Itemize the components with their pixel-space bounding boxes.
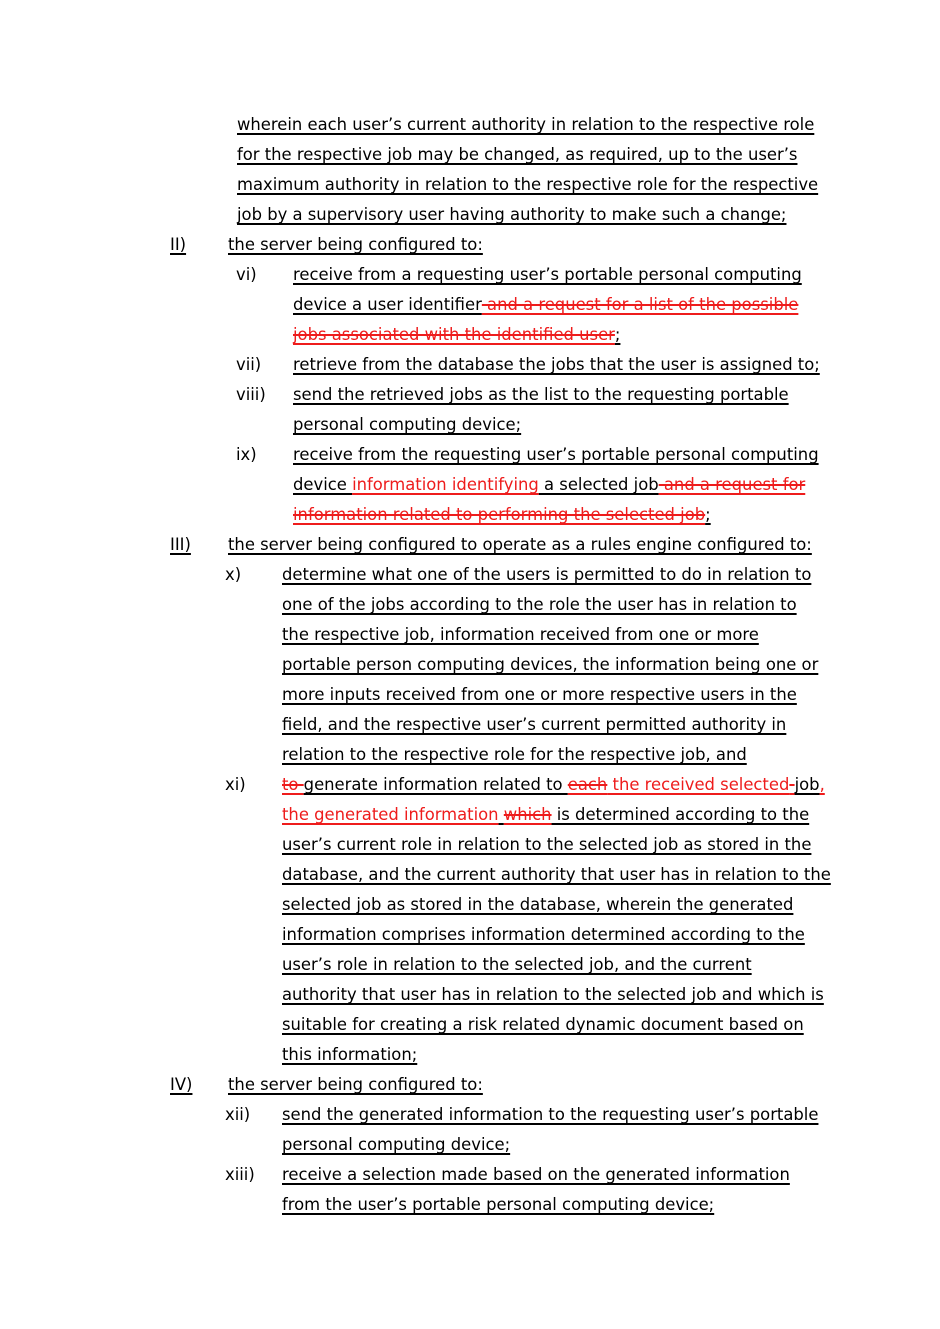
- text-run: a selected job: [538, 475, 659, 494]
- item-line: [282, 804, 809, 828]
- inserted-text: information identifying: [352, 475, 539, 494]
- section-heading: the server being configured to:: [228, 1075, 483, 1094]
- item-number: xii): [225, 1105, 251, 1124]
- section-heading: the server being configured to:: [228, 235, 483, 254]
- para-line: maximum authority in relation to the respective role for the respective: [237, 175, 819, 194]
- item-line: [293, 474, 805, 498]
- inserted-text: the generated information: [282, 805, 499, 824]
- item-number: x): [225, 565, 242, 584]
- item-line: receive from a requesting user’s portable personal computing: [293, 265, 802, 284]
- section-number: IV): [170, 1075, 193, 1094]
- item-line: send the retrieved jobs as the list to the requesting portable: [293, 385, 789, 404]
- item-line: [293, 504, 711, 528]
- item-line: determine what one of the users is permitted to do in relation to: [282, 565, 812, 584]
- item-line: [293, 324, 620, 348]
- deleted-text: jobs associated with the identified user: [293, 325, 615, 344]
- item-line: authority that user has in relation to the selected job and which is: [282, 985, 824, 1004]
- item-number: viii): [236, 385, 266, 404]
- item-line: user’s current role in relation to the selected job as stored in the: [282, 835, 812, 854]
- deleted-text: and a request for: [658, 475, 806, 494]
- deleted-text: each: [567, 775, 608, 794]
- item-number: vi): [236, 265, 257, 284]
- text-run: job: [794, 775, 820, 794]
- item-line: information comprises information determined according to the: [282, 925, 805, 944]
- section-heading: the server being configured to operate as a rules engine configured to:: [228, 535, 812, 554]
- item-line: suitable for creating a risk related dynamic document based on: [282, 1015, 804, 1034]
- deleted-text: information related to performing the selected job: [293, 505, 706, 524]
- text-run: ;: [705, 505, 711, 524]
- item-line: [282, 774, 825, 798]
- inserted-text: the received selected: [607, 775, 790, 794]
- item-line: personal computing device;: [282, 1135, 511, 1154]
- text-run: device: [293, 475, 353, 494]
- item-line: receive from the requesting user’s portable personal computing: [293, 445, 819, 464]
- item-line: portable person computing devices, the information being one or: [282, 655, 819, 674]
- item-line: retrieve from the database the jobs that the user is assigned to;: [293, 355, 820, 374]
- text-run: device a user identifier: [293, 295, 482, 314]
- item-number: xi): [225, 775, 246, 794]
- inserted-text: ,: [819, 775, 825, 794]
- para-line: wherein each user’s current authority in relation to the respective role: [237, 115, 815, 134]
- item-number: xiii): [225, 1165, 255, 1184]
- item-line: receive a selection made based on the generated information: [282, 1165, 790, 1184]
- deleted-text: and a request for a list of the possible: [481, 295, 799, 314]
- item-line: the respective job, information received from one or more: [282, 625, 759, 644]
- item-line: user’s role in relation to the selected job, and the current: [282, 955, 752, 974]
- section-number: III): [170, 535, 191, 554]
- item-number: ix): [236, 445, 257, 464]
- para-line: for the respective job may be changed, as required, up to the user’s: [237, 145, 798, 164]
- item-line: field, and the respective user’s current permitted authority in: [282, 715, 787, 734]
- text-run: generate information related to: [303, 775, 568, 794]
- text-run: is determined according to the: [551, 805, 810, 824]
- item-line: [293, 294, 798, 318]
- section-number: II): [170, 235, 187, 254]
- item-line: one of the jobs according to the role the user has in relation to: [282, 595, 797, 614]
- item-number: vii): [236, 355, 262, 374]
- para-line: job by a supervisory user having authority to make such a change;: [237, 205, 787, 224]
- deleted-text: to: [282, 775, 304, 794]
- item-line: this information;: [282, 1045, 418, 1064]
- item-line: from the user’s portable personal computing device;: [282, 1195, 715, 1214]
- deleted-text: which: [503, 805, 552, 824]
- text-run: ;: [614, 325, 621, 344]
- item-line: send the generated information to the requesting user’s portable: [282, 1105, 819, 1124]
- item-line: more inputs received from one or more respective users in the: [282, 685, 797, 704]
- item-line: relation to the respective role for the respective job, and: [282, 745, 747, 764]
- item-line: database, and the current authority that user has in relation to the: [282, 865, 831, 884]
- item-line: selected job as stored in the database, wherein the generated: [282, 895, 794, 914]
- item-line: personal computing device;: [293, 415, 522, 434]
